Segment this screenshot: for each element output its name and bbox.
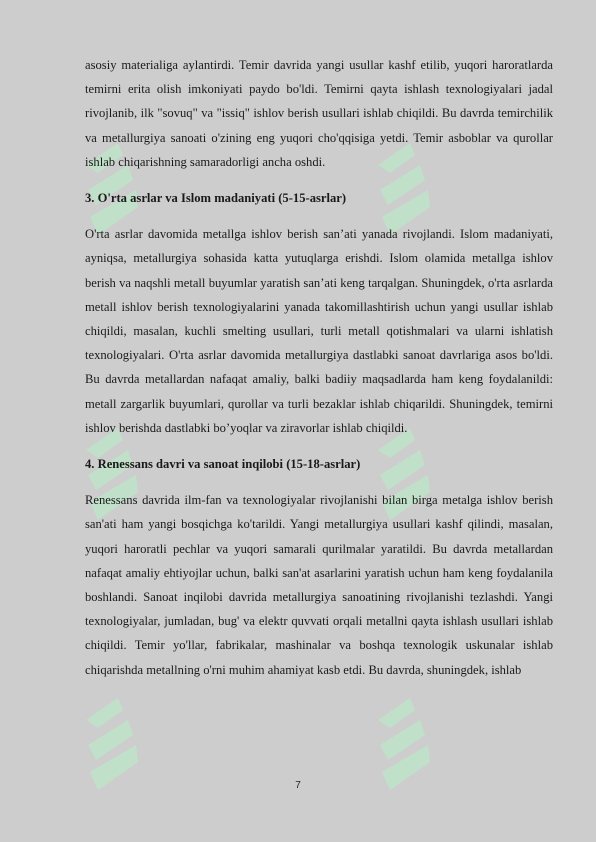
- paragraph-orta-asrlar: O'rta asrlar davomida metallga ishlov berish san’ati yanada rivojlandi. Islom madaniyati, ayniqsa, metallurgiya sohasida katta yutuqlarga erishdi. Islom olamida metallga ishlov berish va naqshli metall buyumlar yaratish san’ati keng tarqalgan. Shuningdek, o'rta asrlarda metall ishlov berish texnologiyalarini yanada takomillashtirish uchun yangi usullar ishlab chiqildi, masalan, kuchli smelting usullari, turli metall qotishmalari va ularni ishlatish texnologiyalari. O'rta asrlar davomida metallurgiya dastlabki sanoat davrlariga asos bo'ldi. Bu davrda metallardan nafaqat amaliy, balki badiiy maqsadlarda ham keng foydalanildi: metall zargarlik buyumlari, qurollar va turli bezaklar ishlab chiqarildi. Shuningdek, temirni ishlov berishda dastlabki bo’yoqlar va ziravorlar ishlab chiqildi.: [85, 227, 553, 435]
- paragraph-renessans: Renessans davrida ilm-fan va texnologiyalar rivojlanishi bilan birga metalga ishlov berish san'ati ham yangi bosqichga ko'tarildi. Yangi metallurgiya usullari kashf qilindi, masalan, yuqori haroratli pechlar va yuqori samarali qurilmalar yaratildi. Bu davrda metallardan nafaqat amaliy ehtiyojlar uchun, balki san'at asarlarini yaratish uchun ham keng foydalanila boshlandi. Sanoat inqilobi davrida metallurgiya sanoatining rivojlanishi tezlashdi. Yangi texnologiyalar, jumladan, bug' va elektr quvvati orqali metallni qayta ishlash usullari ishlab chiqildi. Temir yo'llar, fabrikalar, mashinalar va boshqa texnologik uskunalar ishlab chiqarishda metallning o'rni muhim ahamiyat kasb etdi. Bu davrda, shuningdek, ishlab: [85, 493, 553, 677]
- document-page: [85, 53, 553, 682]
- section-heading-renessans: 4. Renessans davri va sanoat inqilobi (15-18-asrlar): [85, 457, 361, 472]
- page-number: 7: [295, 780, 301, 791]
- paragraph-temir-davri: asosiy materialiga aylantirdi. Temir davrida yangi usullar kashf etilib, yuqori haroratlarda temirni erita olish imkoniyati paydo bo'ldi. Temirni qayta ishlash texnologiyalari jadal rivojlanib, ilk "sovuq" va "issiq" ishlov berish usullari ishlab chiqildi. Bu davrda temirchilik va metallurgiya sanoati o'zining eng yuqori cho'qqisiga yetdi. Temir asboblar va qurollar ishlab chiqarishning samaradorligi ancha oshdi.: [85, 58, 553, 169]
- section-heading-orta-asrlar: 3. O'rta asrlar va Islom madaniyati (5-15-asrlar): [85, 191, 347, 206]
